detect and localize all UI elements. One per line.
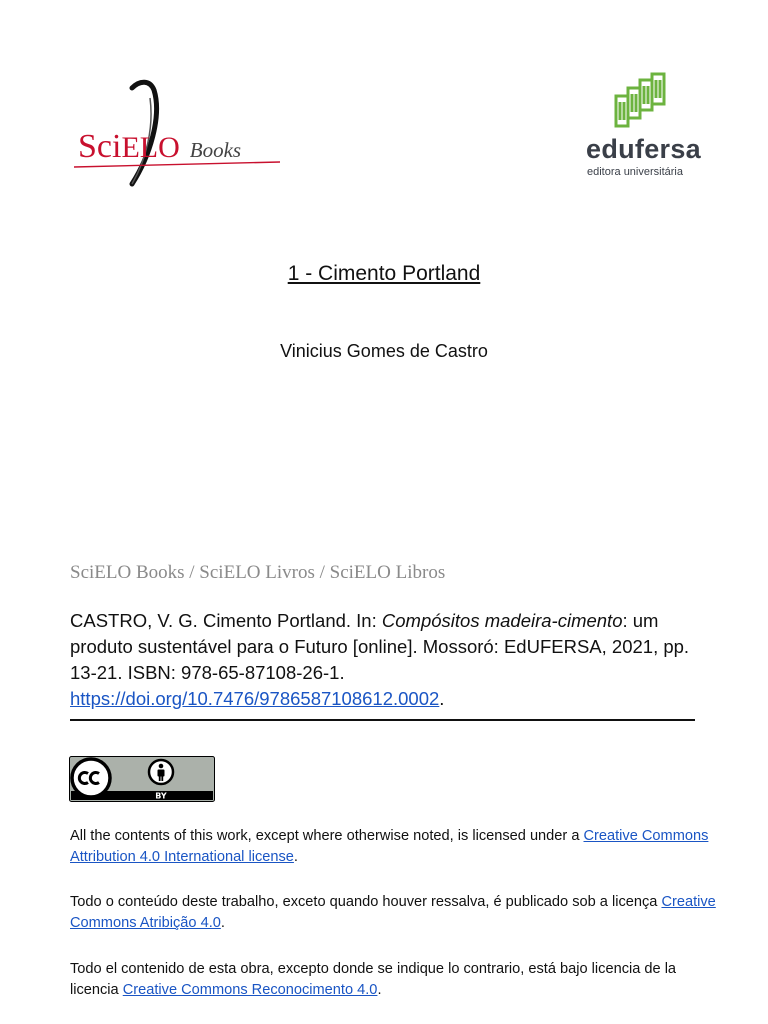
license-portuguese-link[interactable]: Creative Commons Atribição 4.0 [70,894,716,931]
cc-icon [72,759,110,797]
citation-part2: : um produto sustentável para o Futuro [online]. Mossoró: EdUFERSA, 2021, pp. 13-21. ISBN: 978-65-87108-26-1. [70,610,690,683]
citation-book-title: Compósitos madeira-cimento [381,610,623,631]
scielo-books-logo [70,76,285,196]
series-line: SciELO Books / SciELO Livros / SciELO Libros [70,562,446,583]
divider-line [70,719,695,721]
license-portuguese-end: . [220,915,225,931]
cc-by-label: BY [155,791,167,801]
license-english-end: . [293,849,298,865]
license-spanish-end: . [377,982,382,998]
license-spanish [70,959,720,1001]
license-spanish-text: Todo el contenido de esta obra, excepto donde se indique lo contrario, está bajo licencia de la licencia [70,961,677,998]
chapter-author: Vinicius Gomes de Castro [280,341,488,361]
chapter-title: 1 - Cimento Portland [287,262,481,285]
doi-link[interactable]: https://doi.org/10.7476/9786587108612.0002 [70,688,440,709]
citation-block [70,608,710,712]
scielo-books-text: Books [189,138,242,162]
license-spanish-link[interactable]: Creative Commons Reconocimento 4.0 [122,982,378,998]
license-english-link[interactable]: Creative Commons Attribution 4.0 International license [70,828,709,865]
scielo-elo-text: ELO [121,131,180,164]
edufersa-logo [584,70,709,182]
scielo-sci-text: Sci [78,128,122,165]
edufersa-tagline: editora universitária [587,166,683,178]
citation-part1: CASTRO, V. G. Cimento Portland. In: [70,610,382,631]
edufersa-books-icon [612,70,674,132]
attribution-person-icon [149,760,173,784]
cc-by-badge[interactable] [69,756,215,802]
citation-end: . [439,688,445,709]
license-portuguese-text: Todo o conteúdo deste trabalho, exceto quando houver ressalva, é publicado sob a licença [70,894,662,910]
license-portuguese [70,892,720,934]
edufersa-name: edufersa [586,134,701,164]
license-english-text: All the contents of this work, except where otherwise noted, is licensed under a [70,828,584,844]
license-english [70,826,720,868]
